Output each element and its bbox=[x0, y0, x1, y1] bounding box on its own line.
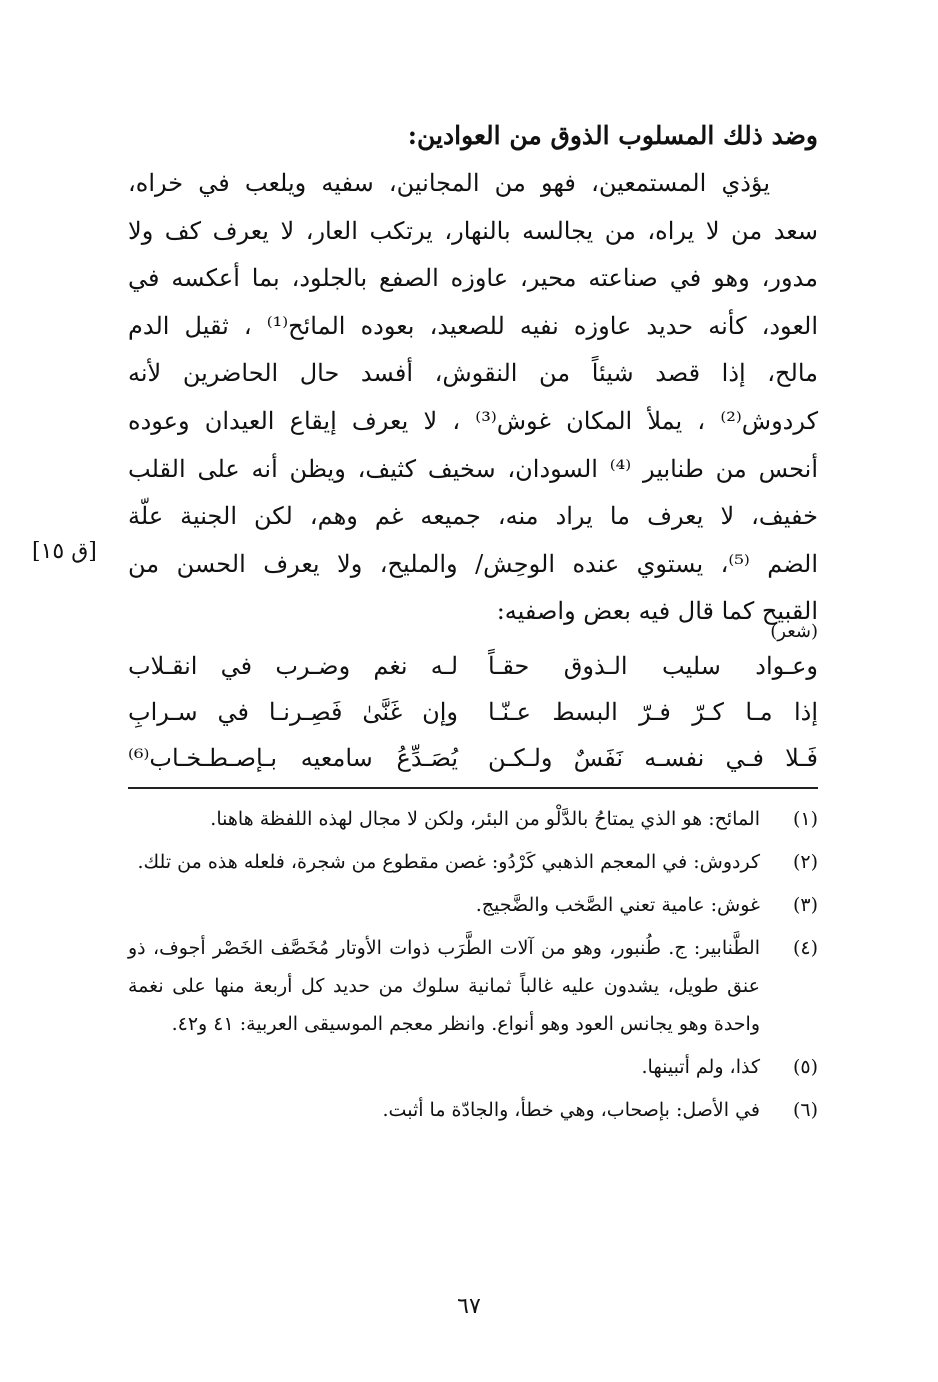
body-line: خفيف، لا يعرف ما يراد منه، جميعه غم وهم، لكن الجنية علّة bbox=[128, 502, 818, 531]
footnote-item bbox=[128, 800, 818, 838]
footnote-text: كردوش: في المعجم الذهبي كَرْدُو: غصن مقطوع من شجرة، فلعله هذه من تلك. bbox=[137, 851, 760, 873]
page-number: ٦٧ bbox=[457, 1294, 481, 1319]
footnote-item bbox=[128, 929, 818, 1043]
verse-label: (شعر) bbox=[770, 621, 818, 642]
footnote-number: (٦) bbox=[792, 1099, 818, 1121]
footnote-text: في الأصل: بإصحاب، وهي خطأ، والجادّة ما أثبت. bbox=[382, 1099, 760, 1121]
body-line: مالح، إذا قصد شيئاً من النقوش، أفسد حال الحاضرين لأنه bbox=[128, 359, 818, 388]
footnote-item bbox=[128, 1048, 818, 1086]
footnote-number: (٢) bbox=[792, 851, 818, 873]
footnote-text: الطَّنابير: ج. طُنبور، وهو من آلات الطَّرَب ذوات الأوتار مُخَصَّف الخَصْر أجوف، ذو عنق طويل، يشدون عليه غالباً ثمانية سلوك من حديد كل أربعة منها على نغمة واحدة وهو يجانس العود وهو أنواع. وانظر معجم الموسيقى العربية: ٤١ و٤٢. bbox=[128, 937, 760, 1035]
verse-row bbox=[128, 646, 818, 692]
body-line: الضم ⁽⁵⁾، يستوي عنده الوحِش/ والمليح، ولا يعرف الحسن من bbox=[128, 549, 818, 578]
footnotes-section bbox=[128, 800, 818, 1134]
manuscript-folio-marker: [ق ١٥] bbox=[32, 539, 97, 564]
footnote-text: غوش: عامية تعني الصَّخب والضَّجيج. bbox=[475, 894, 760, 916]
footnote-separator bbox=[128, 787, 818, 789]
poem-block bbox=[128, 646, 818, 784]
body-line: مدور، وهو في صناعته محير، عاوزه الصفع بالجلود، بما أعكسه في bbox=[128, 264, 818, 293]
verse-first-hemistich: فَـلا فـي نفسـه نَفَسٌ ولـكـن bbox=[488, 744, 818, 772]
footnote-item bbox=[128, 1091, 818, 1129]
body-paragraph bbox=[128, 160, 818, 636]
footnote-number: (٤) bbox=[792, 937, 818, 959]
body-line: كردوش⁽²⁾ ، يملأ المكان غوش⁽³⁾ ، لا يعرف إيقاع العيدان وعوده bbox=[128, 406, 819, 435]
footnote-item bbox=[128, 843, 818, 881]
body-line: يؤذي المستمعين، فهو من المجانين، سفيه ويلعب في خراه، bbox=[128, 169, 770, 197]
verse-first-hemistich: إذا مـا كـرّ فـرّ البسط عـنّـا bbox=[488, 698, 818, 726]
footnote-text: كذا، ولم أتبينها. bbox=[641, 1056, 760, 1078]
verse-first-hemistich: وعـواد سليب الـذوق حقـاً bbox=[488, 652, 818, 680]
footnote-number: (٥) bbox=[792, 1056, 818, 1078]
body-line: أنحس من طنابير ⁽⁴⁾ السودان، سخيف كثيف، ويظن أنه على القلب bbox=[128, 454, 819, 483]
footnote-number: (٣) bbox=[792, 894, 818, 916]
footnote-text: المائح: هو الذي يمتاحُ بالدَّلْو من البئر، ولكن لا مجال لهذه اللفظة هاهنا. bbox=[210, 808, 760, 830]
footnote-item bbox=[128, 886, 818, 924]
body-line: القبيح كما قال فيه بعض واصفيه: bbox=[496, 597, 818, 626]
verse-second-hemistich: يُصَـدِّعُ سامعيه بـإصـطـخـاب⁽⁶⁾ bbox=[128, 744, 458, 772]
verse-second-hemistich: لـه نغم وضـرب في انقـلاب bbox=[128, 652, 458, 680]
footnote-number: (١) bbox=[792, 808, 818, 830]
verse-row bbox=[128, 692, 818, 738]
verse-row bbox=[128, 738, 818, 784]
body-line: العود، كأنه حديد عاوزه نفيه للصعيد، بعوده المائح⁽¹⁾ ، ثقيل الدم bbox=[128, 311, 818, 340]
verse-second-hemistich: وإن غَنَّىٰ فَصِـرنـا في سـرابِ bbox=[128, 698, 458, 726]
section-heading: وضد ذلك المسلوب الذوق من العوادين: bbox=[407, 121, 818, 150]
body-line: سعد من لا يراه، من يجالسه بالنهار، يرتكب العار، لا يعرف كف ولا bbox=[128, 216, 818, 245]
